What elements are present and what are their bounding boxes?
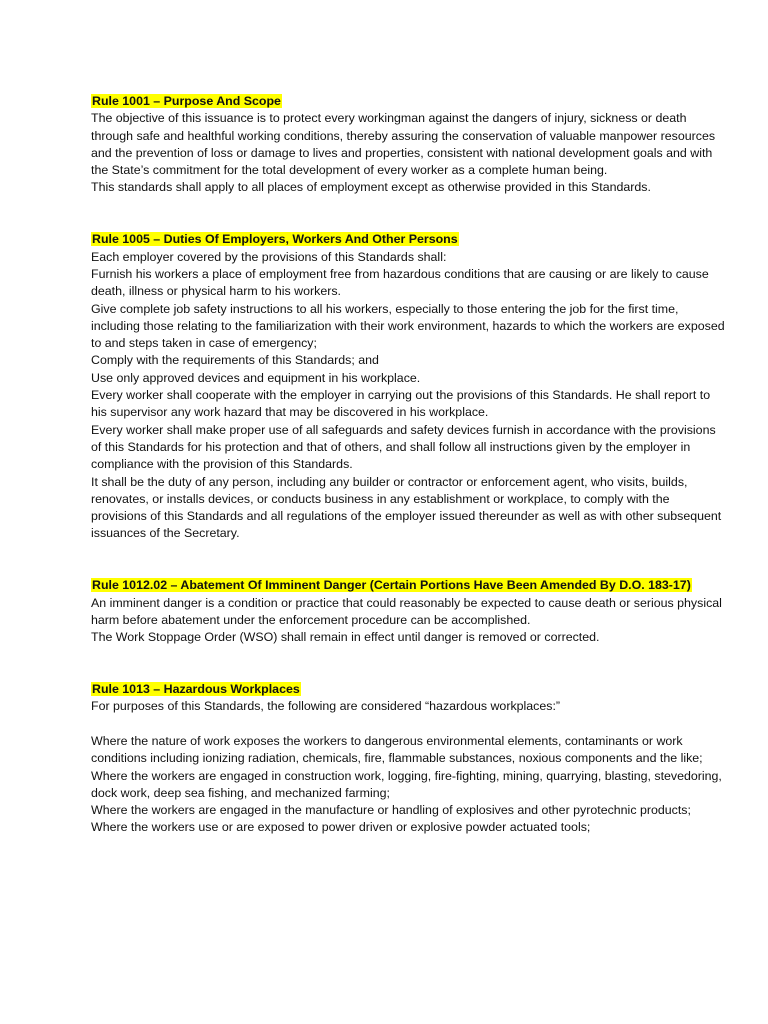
section-heading: Rule 1005 – Duties Of Employers, Workers And Other Persons <box>92 232 458 247</box>
section-rule-1012-02 <box>91 577 728 646</box>
section-rule-1013 <box>91 681 728 837</box>
section-rule-1005 <box>91 231 728 542</box>
paragraph: Where the workers use or are exposed to power driven or explosive powder actuated tools; <box>91 820 591 835</box>
paragraph: This standards shall apply to all places of employment except as otherwise provided in this Standards. <box>91 180 651 195</box>
paragraph: It shall be the duty of any person, including any builder or contractor or enforcement agent, who visits, builds, renovates, or installs devices, or conducts business in any establishment or workplace, to comply with the provisions of this Standards and all regulations of the employer issued thereunder as well as with other subsequent issuances of the Secretary. <box>91 474 722 541</box>
paragraph: Where the workers are engaged in the manufacture or handling of explosives and other pyrotechnic products; <box>91 803 691 818</box>
paragraph: Every worker shall make proper use of all safeguards and safety devices furnish in accordance with the provisions of this Standards for his protection and that of others, and shall follow all instructions given by the employer in compliance with the provision of this Standards. <box>91 422 716 472</box>
paragraph: Use only approved devices and equipment in his workplace. <box>91 370 421 385</box>
paragraph: Furnish his workers a place of employment free from hazardous conditions that are causing or are likely to cause death, illness or physical harm to his workers. <box>91 266 709 299</box>
paragraph: The Work Stoppage Order (WSO) shall remain in effect until danger is removed or corrected. <box>91 630 600 645</box>
section-heading: Rule 1001 – Purpose And Scope <box>92 94 281 108</box>
paragraph: For purposes of this Standards, the following are considered “hazardous workplaces:” <box>91 699 561 714</box>
paragraph: Where the nature of work exposes the workers to dangerous environmental elements, contaminants or work conditions including ionizing radiation, chemicals, fire, flammable substances, noxious components and the like; <box>91 733 703 766</box>
paragraph: An imminent danger is a condition or practice that could reasonably be expected to cause death or serious physical harm before abatement under the enforcement procedure can be accomplished. <box>91 595 722 627</box>
paragraph: Comply with the requirements of this Standards; and <box>91 353 379 368</box>
spacer <box>91 664 728 681</box>
paragraph: The objective of this issuance is to protect every workingman against the dangers of injury, sickness or death through safe and healthful working conditions, thereby assuring the conservation of valuable manpower resources and the prevention of loss or damage to lives and properties, consistent with national development goals and with the State’s commitment for the total development of every worker as a complete human being. <box>91 111 716 178</box>
section-heading: Rule 1012.02 – Abatement Of Imminent Danger (Certain Portions Have Been Amended By D.O. 183-17) <box>92 578 691 593</box>
spacer <box>91 214 728 231</box>
paragraph: Give complete job safety instructions to all his workers, especially to those entering the job for the first time, including those relating to the familiarization with their work environment, hazards to which the workers are exposed to and steps taken in case of emergency; <box>91 301 725 351</box>
spacer <box>91 560 728 577</box>
section-heading: Rule 1013 – Hazardous Workplaces <box>92 682 300 697</box>
paragraph: Every worker shall cooperate with the employer in carrying out the provisions of this Standards. He shall report to his supervisor any work hazard that may be discovered in his workplace. <box>91 388 711 420</box>
paragraph: Where the workers are engaged in construction work, logging, fire-fighting, mining, quarrying, blasting, stevedoring, dock work, deep sea fishing, and mechanized farming; <box>91 768 722 800</box>
paragraph: Each employer covered by the provisions of this Standards shall: <box>91 249 447 264</box>
blank-line <box>91 716 728 733</box>
section-rule-1001 <box>91 93 728 197</box>
